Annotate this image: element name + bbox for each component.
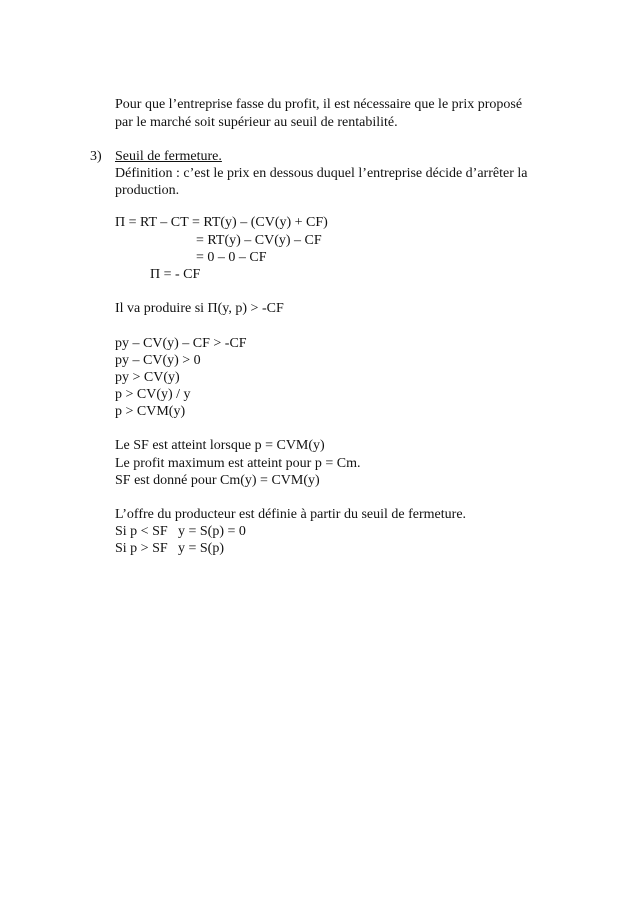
definition-line-1: Définition : c’est le prix en dessous duquel l’entreprise décide d’arrêter la	[115, 166, 528, 181]
conclusion-line: Le SF est atteint lorsque p = CVM(y)	[115, 438, 325, 453]
section-title: Seuil de fermeture.	[115, 149, 222, 164]
derivation-line: py – CV(y) – CF > -CF	[115, 336, 247, 351]
profit-equation-1: Π = RT – CT = RT(y) – (CV(y) + CF)	[115, 215, 328, 230]
section-number: 3)	[90, 149, 102, 164]
intro-line-1: Pour que l’entreprise fasse du profit, il est nécessaire que le prix proposé	[115, 97, 523, 112]
supply-case-2-result: y = S(p)	[178, 541, 225, 556]
supply-intro: L’offre du producteur est définie à partir du seuil de fermeture.	[115, 507, 467, 522]
supply-case-1-condition: Si p < SF	[115, 524, 168, 539]
produce-condition: Il va produire si Π(y, p) > -CF	[115, 301, 284, 316]
supply-case-2-condition: Si p > SF	[115, 541, 168, 556]
supply-case-1-result: y = S(p) = 0	[178, 524, 246, 539]
conclusion-line: Le profit maximum est atteint pour p = Cm.	[115, 456, 361, 471]
profit-equation-3: = 0 – 0 – CF	[196, 250, 267, 265]
derivation-line: p > CV(y) / y	[115, 387, 191, 402]
profit-equation-4: Π = - CF	[150, 267, 201, 282]
derivation-line: p > CVM(y)	[115, 404, 186, 419]
conclusion-line: SF est donné pour Cm(y) = CVM(y)	[115, 473, 320, 488]
profit-equation-2: = RT(y) – CV(y) – CF	[196, 233, 322, 248]
intro-line-2: par le marché soit supérieur au seuil de rentabilité.	[115, 115, 398, 130]
derivation-line: py > CV(y)	[115, 370, 180, 385]
definition-line-2: production.	[115, 183, 180, 198]
derivation-line: py – CV(y) > 0	[115, 353, 201, 368]
